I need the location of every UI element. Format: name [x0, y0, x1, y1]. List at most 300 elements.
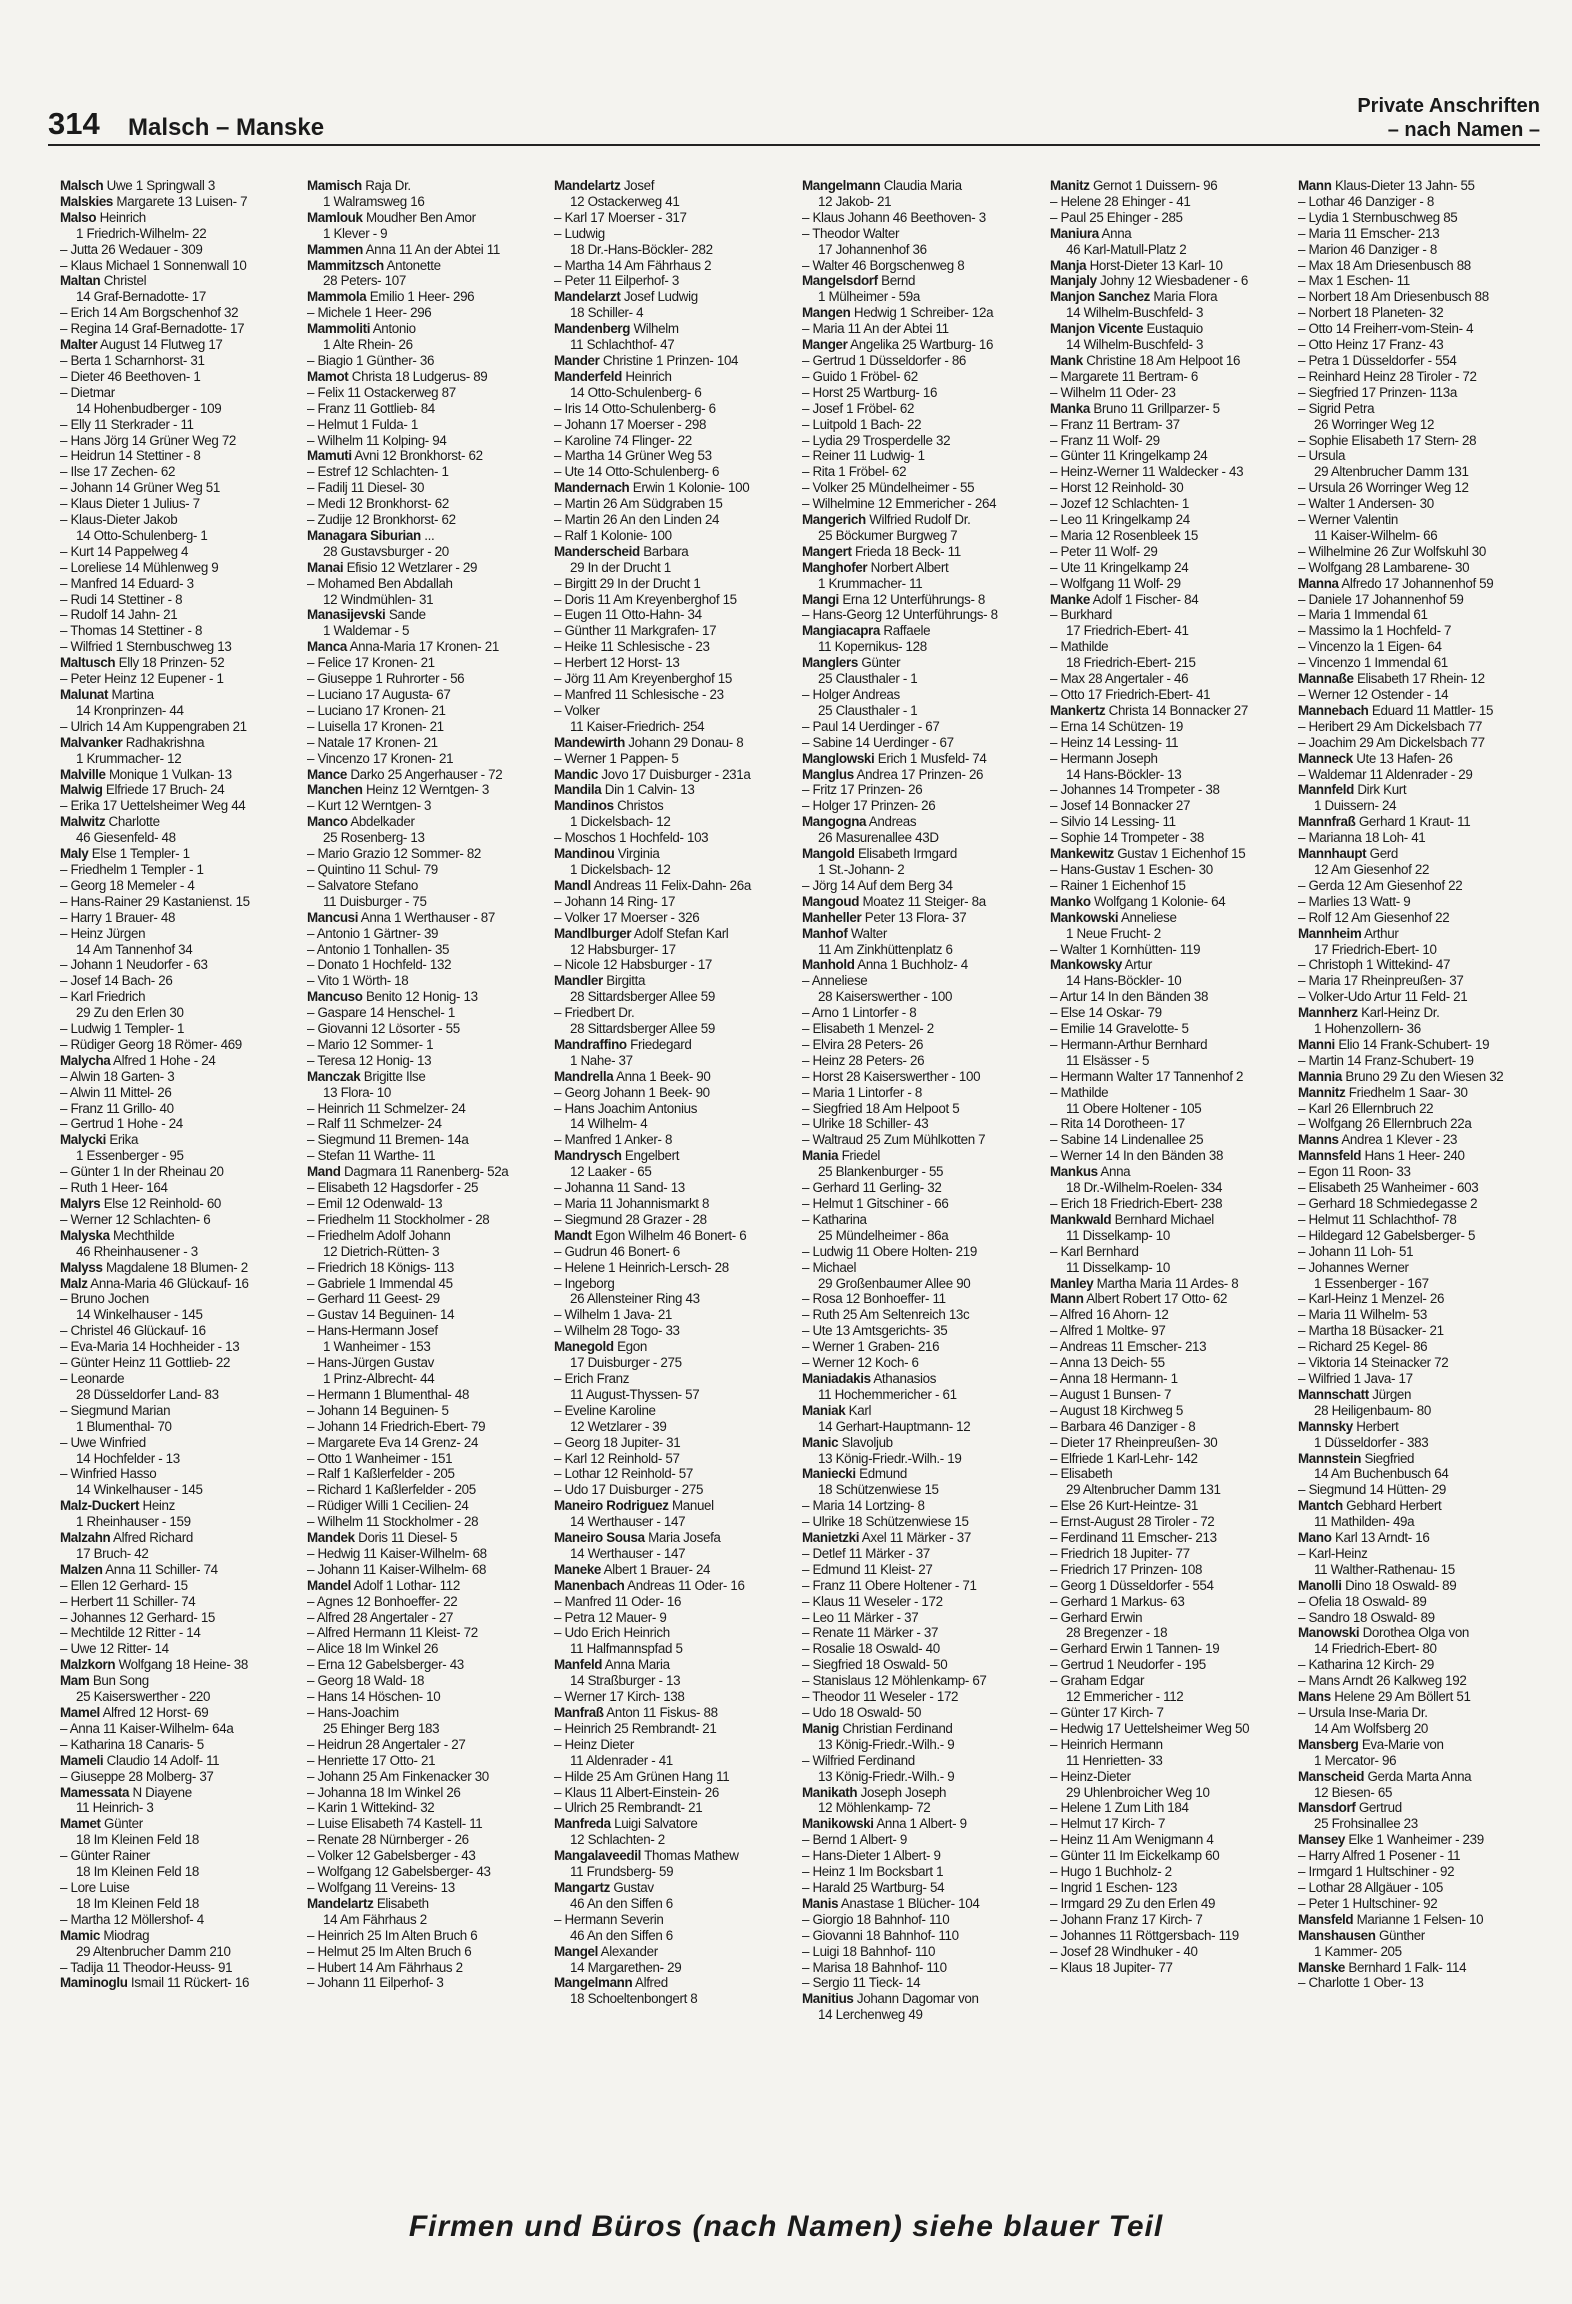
entry-surname: Manic — [802, 1434, 839, 1450]
directory-subentry: – Rolf 12 Am Giesenhof 22 — [1298, 909, 1450, 925]
directory-subentry: – Vincenzo la 1 Eigen- 64 — [1298, 639, 1442, 655]
directory-subentry: – Ulrich 25 Rembrandt- 21 — [554, 1800, 703, 1816]
entry-details: Moudher Ben Amor — [365, 209, 476, 225]
entry-surname: Manghofer — [802, 559, 868, 575]
directory-subentry: – Johann 25 Am Finkenacker 30 — [307, 1768, 489, 1784]
directory-subentry: – Holger Andreas — [802, 687, 900, 702]
directory-entry — [60, 194, 302, 210]
directory-subentry: – Maria 12 Rosenbleek 15 — [1050, 527, 1198, 543]
entry-address-line: 14 Werthauser - 147 — [570, 1545, 686, 1561]
directory-entry — [60, 273, 302, 289]
directory-subentry: – Maria 1 Immendal 61 — [1298, 607, 1428, 623]
directory-subentry: – Marianna 18 Loh- 41 — [1298, 830, 1426, 846]
directory-subentry: – Ferdinand 11 Emscher- 213 — [1050, 1530, 1217, 1546]
entry-address-line: 14 Hochfelder - 13 — [76, 1450, 180, 1466]
entry-surname: Malyrs — [60, 1196, 101, 1211]
directory-entry — [60, 1657, 302, 1673]
entry-address-line: 11 Duisburger - 75 — [323, 893, 427, 909]
directory-entry — [1050, 846, 1292, 862]
directory-entry — [1298, 1419, 1540, 1435]
entry-surname: Mammen — [307, 241, 363, 257]
entry-address-line: 29 Altenbrucher Damm 131 — [1314, 464, 1469, 480]
directory-subentry: – Lothar 28 Allgäuer - 105 — [1298, 1879, 1444, 1895]
directory-subentry: – Heinz Jürgen — [60, 925, 146, 941]
directory-entry — [554, 1148, 796, 1164]
entry-surname: Mandraffino — [554, 1036, 627, 1052]
entry-surname: Mamlouk — [307, 209, 363, 225]
entry-surname: Manke — [1050, 591, 1090, 607]
directory-subentry: – Johannes Werner — [1298, 1259, 1409, 1275]
entry-surname: Manitz — [1050, 178, 1090, 193]
directory-entry — [802, 1721, 1044, 1737]
directory-subentry: – Hans-Rainer 29 Kastanienst. 15 — [60, 893, 250, 909]
directory-subentry: – Uwe Winfried — [60, 1434, 146, 1450]
entry-address-line: 17 Duisburger - 275 — [570, 1355, 682, 1371]
entry-address-line: 29 Altenbrucher Damm 210 — [76, 1943, 231, 1959]
directory-subentry: – Burkhard — [1050, 607, 1113, 623]
directory-subentry: – Heinrich 25 Im Alten Bruch 6 — [307, 1927, 478, 1943]
directory-subentry: – Helene 1 Zum Lith 184 — [1050, 1800, 1189, 1816]
directory-entry — [802, 1896, 1044, 1912]
entry-surname: Manegold — [554, 1339, 614, 1355]
entry-surname: Mannherz — [1298, 1005, 1358, 1021]
directory-subentry: – Horst 12 Reinhold- 30 — [1050, 480, 1184, 496]
directory-subentry: – Elvira 28 Peters- 26 — [802, 1036, 924, 1052]
entry-surname: Manasijevski — [307, 607, 386, 623]
entry-details: Doris 11 Diesel- 5 — [358, 1530, 458, 1546]
entry-address-line: 17 Friedrich-Ebert- 10 — [1314, 941, 1437, 957]
directory-subentry: – Franz 11 Grillo- 40 — [60, 1100, 174, 1116]
entry-surname: Mandelarzt — [554, 289, 621, 305]
directory-entry — [1298, 1005, 1540, 1021]
directory-subentry: – Moschos 1 Hochfeld- 103 — [554, 830, 709, 846]
entry-address-line: 14 Gerhart-Hauptmann- 12 — [818, 1418, 971, 1434]
directory-subentry: – Hans-Joachim — [307, 1705, 399, 1720]
directory-subentry: – Werner 12 Schlachten- 6 — [60, 1211, 211, 1227]
entry-details: Alfred Richard — [113, 1530, 193, 1546]
entry-surname: Malvanker — [60, 734, 123, 750]
entry-address-line: 17 Bruch- 42 — [76, 1545, 149, 1561]
entry-address-line: 18 Friedrich-Ebert- 215 — [1066, 655, 1196, 671]
directory-subentry: – Rita 14 Dorotheen- 17 — [1050, 1116, 1185, 1132]
entry-address-line: 14 Wilhelm-Buschfeld- 3 — [1066, 305, 1204, 321]
entry-details: Dino 18 Oswald- 89 — [1345, 1577, 1457, 1593]
directory-subentry: – Manfred 11 Schlesische - 23 — [554, 687, 724, 702]
entry-details: Thomas Mathew — [644, 1848, 739, 1864]
directory-entry — [60, 814, 302, 830]
entry-details: Walter — [850, 925, 887, 941]
directory-entry — [60, 1975, 302, 1991]
entry-details: Alfredo 17 Johannenhof 59 — [1341, 575, 1494, 591]
directory-subentry: – Luise Elisabeth 74 Kastell- 11 — [307, 1816, 483, 1832]
directory-subentry: – Martin 26 An den Linden 24 — [554, 512, 720, 528]
directory-subentry: – Gerhard 18 Schmiedegasse 2 — [1298, 1196, 1478, 1211]
directory-entry — [554, 1975, 796, 1991]
entry-surname: Mamet — [60, 1816, 101, 1832]
directory-subentry: – Peter 1 Hultschiner- 92 — [1298, 1895, 1438, 1911]
directory-subentry: – Joachim 29 Am Dickelsbach 77 — [1298, 734, 1485, 750]
entry-surname: Manglowski — [802, 750, 875, 766]
entry-details: Gerda Marta Anna — [1367, 1768, 1472, 1784]
entry-surname: Maniecki — [802, 1466, 856, 1482]
entry-surname: Manis — [802, 1895, 839, 1911]
entry-surname: Mam — [60, 1673, 90, 1689]
entry-surname: Manhof — [802, 925, 848, 941]
directory-entry — [802, 767, 1044, 783]
entry-address-line: 1 Dickelsbach- 12 — [570, 861, 671, 877]
entry-surname: Maniura — [1050, 225, 1099, 241]
entry-details: Alfred 1 Hohe - 24 — [113, 1052, 216, 1068]
directory-subentry: – Katharina 12 Kirch- 29 — [1298, 1657, 1435, 1673]
entry-address-line: 13 König-Friedr.-Wilh.- 19 — [818, 1450, 962, 1466]
entry-surname: Malunat — [60, 687, 109, 702]
entry-address-line: 18 Dr.-Wilhelm-Roelen- 334 — [1066, 1180, 1223, 1196]
directory-subentry: – Johann 11 Eilperhof- 3 — [307, 1975, 444, 1991]
entry-address-line: 18 Im Kleinen Feld 18 — [76, 1864, 199, 1880]
directory-entry — [802, 337, 1044, 353]
entry-surname: Mannfeld — [1298, 782, 1354, 798]
entry-address-line: 11 Mathilden- 49a — [1314, 1514, 1415, 1530]
directory-entry — [60, 178, 302, 194]
directory-entry — [554, 1705, 796, 1721]
directory-subentry: – Anna 11 Kaiser-Wilhelm- 64a — [60, 1720, 234, 1736]
entry-address-line: 14 Otto-Schulenberg- 1 — [76, 527, 208, 543]
entry-details: Benito 12 Honig- 13 — [365, 989, 478, 1005]
directory-entry — [1298, 751, 1540, 767]
directory-entry — [554, 1069, 796, 1085]
directory-subentry: – Helene 28 Ehinger - 41 — [1050, 193, 1191, 209]
directory-subentry: – Günter 17 Kirch- 7 — [1050, 1705, 1164, 1720]
directory-subentry: – Heinz 28 Peters- 26 — [802, 1052, 925, 1068]
directory-subentry: – Ofelia 18 Oswald- 89 — [1298, 1593, 1427, 1609]
directory-subentry: – Helmut 1 Fulda- 1 — [307, 416, 418, 432]
entry-details: Helene 29 Am Böllert 51 — [1334, 1689, 1471, 1705]
entry-details: Anna 11 An der Abtei 11 — [365, 241, 500, 257]
entry-details: Andrea 1 Klever - 23 — [1341, 1132, 1458, 1148]
entry-details: Klaus-Dieter 13 Jahn- 55 — [1334, 178, 1475, 193]
entry-details: ... — [424, 527, 435, 543]
directory-subentry: – Rudi 14 Stettiner - 8 — [60, 591, 183, 607]
entry-details: Heinz — [142, 1498, 176, 1514]
entry-address-line: 13 König-Friedr.-Wilh.- 9 — [818, 1768, 955, 1784]
entry-details: Eva-Marie von — [1361, 1736, 1444, 1752]
directory-subentry: – Franz 11 Bertram- 37 — [1050, 416, 1180, 432]
entry-details: Elly 18 Prinzen- 52 — [118, 655, 225, 671]
directory-subentry: – Alwin 11 Mittel- 26 — [60, 1084, 172, 1100]
directory-subentry: – Johannes 14 Trompeter - 38 — [1050, 782, 1220, 798]
directory-subentry: – Richard 1 Kaßlerfelder - 205 — [307, 1482, 476, 1498]
directory-subentry: – Waldemar 11 Aldenrader - 29 — [1298, 766, 1473, 782]
directory-subentry: – Friedrich 18 Jupiter- 77 — [1050, 1545, 1190, 1561]
entry-details: Marianne 1 Felsen- 10 — [1356, 1911, 1484, 1927]
directory-subentry: – Uwe 12 Ritter- 14 — [60, 1641, 169, 1657]
directory-entry — [1050, 592, 1292, 608]
entry-surname: Mangi — [802, 591, 839, 607]
directory-subentry: – Holger 17 Prinzen- 26 — [802, 798, 936, 814]
entry-surname: Manitius — [802, 1991, 854, 2007]
entry-address-line: 1 Essenberger - 167 — [1314, 1275, 1429, 1291]
directory-subentry: – Ruth 1 Heer- 164 — [60, 1180, 168, 1196]
directory-subentry: – Ingeborg — [554, 1275, 615, 1291]
directory-entry — [1298, 703, 1540, 719]
entry-details: Anna-Maria 46 Glückauf- 16 — [90, 1275, 249, 1291]
entry-details: Josef Ludwig — [623, 289, 698, 305]
directory-subentry: – Theodor 11 Weseler - 172 — [802, 1689, 959, 1705]
directory-subentry: – Jutta 26 Wedauer - 309 — [60, 241, 203, 257]
entry-address-line: 46 An den Siffen 6 — [570, 1895, 673, 1911]
entry-surname: Mankwald — [1050, 1211, 1112, 1227]
entry-surname: Malyska — [60, 1227, 110, 1243]
directory-entry — [1298, 1960, 1540, 1976]
directory-subentry: – Wilhelm 11 Stockholmer - 28 — [307, 1514, 479, 1530]
directory-subentry: – Rainer 1 Eichenhof 15 — [1050, 877, 1186, 893]
directory-subentry: – Hilde 25 Am Grünen Hang 11 — [554, 1768, 730, 1784]
directory-subentry: – Karl 12 Reinhold- 57 — [554, 1450, 680, 1466]
entry-surname: Mankowsky — [1050, 957, 1123, 973]
directory-subentry: – Wilhelm 11 Kolping- 94 — [307, 432, 447, 448]
directory-entry — [802, 751, 1044, 767]
directory-subentry: – Maria 17 Rheinpreußen- 37 — [1298, 973, 1464, 989]
entry-surname: Mander — [554, 352, 600, 368]
entry-details: Albert 1 Brauer- 24 — [603, 1561, 711, 1577]
directory-subentry: – Barbara 46 Danziger - 8 — [1050, 1418, 1196, 1434]
page-number: 314 — [48, 106, 100, 141]
directory-subentry: – Jozef 12 Schlachten- 1 — [1050, 496, 1189, 512]
entry-details: Claudia Maria — [883, 178, 962, 193]
entry-address-line: 14 Am Fährhaus 2 — [323, 1911, 427, 1927]
directory-entry — [307, 607, 549, 623]
directory-subentry: – Johann 17 Moerser - 298 — [554, 416, 707, 432]
entry-address-line: 11 Frundsberg- 59 — [570, 1864, 674, 1880]
directory-subentry: – Giorgio 18 Bahnhof- 110 — [802, 1911, 950, 1927]
directory-column-1 — [60, 178, 302, 2143]
directory-entry — [1298, 782, 1540, 798]
directory-entry — [60, 735, 302, 751]
entry-address-line: 18 Schützenwiese 15 — [818, 1482, 939, 1498]
entry-details: Egon — [617, 1339, 647, 1355]
entry-address-line: 1 Rheinhauser - 159 — [76, 1514, 191, 1530]
directory-subentry: – Helene 1 Heinrich-Lersch- 28 — [554, 1259, 729, 1275]
directory-subentry: – Anna 18 Hermann- 1 — [1050, 1370, 1178, 1386]
entry-surname: Manglus — [802, 766, 854, 782]
directory-subentry: – Mohamed Ben Abdallah — [307, 575, 453, 591]
directory-subentry: – Agnes 12 Bonhoeffer- 22 — [307, 1593, 458, 1609]
directory-subentry: – Wilhelmine 12 Emmericher - 264 — [802, 496, 997, 512]
directory-subentry: – Waltraud 25 Zum Mühlkotten 7 — [802, 1132, 986, 1148]
directory-subentry: – Hedwig 11 Kaiser-Wilhelm- 68 — [307, 1545, 487, 1561]
directory-subentry: – Max 1 Eschen- 11 — [1298, 273, 1410, 289]
directory-subentry: – Wilhelm 11 Oder- 23 — [1050, 384, 1176, 400]
directory-entry — [802, 1435, 1044, 1451]
entry-details: Ismail 11 Rückert- 16 — [130, 1975, 250, 1991]
directory-subentry: – Luciano 17 Kronen- 21 — [307, 702, 446, 718]
entry-details: Adolf 1 Lothar- 112 — [353, 1577, 460, 1593]
directory-subentry: – Siegmund Marian — [60, 1402, 171, 1418]
entry-address-line: 17 Johannenhof 36 — [818, 241, 927, 257]
entry-surname: Mangel — [554, 1943, 599, 1959]
directory-subentry: – Alice 18 Im Winkel 26 — [307, 1641, 439, 1657]
directory-subentry: – Karl 26 Ellernbruch 22 — [1298, 1100, 1434, 1116]
entry-surname: Mandek — [307, 1530, 355, 1546]
directory-subentry: – Margarete 11 Bertram- 6 — [1050, 368, 1199, 384]
directory-entry — [802, 560, 1044, 576]
entry-address-line: 12 Jakob- 21 — [818, 193, 892, 209]
entry-details: Bun Song — [92, 1673, 149, 1689]
directory-entry — [1298, 1625, 1540, 1641]
entry-address-line: 1 Nahe- 37 — [570, 1052, 633, 1068]
directory-entry — [1050, 1164, 1292, 1180]
directory-subentry: – Klaus 11 Albert-Einstein- 26 — [554, 1784, 719, 1800]
entry-surname: Manig — [802, 1720, 839, 1736]
directory-subentry: – Gerhard 11 Geest- 29 — [307, 1291, 440, 1307]
entry-address-line: 1 Krummacher- 12 — [76, 750, 182, 766]
directory-subentry: – Klaus Johann 46 Beethoven- 3 — [802, 209, 986, 225]
directory-subentry: – Walter 1 Kornhütten- 119 — [1050, 941, 1201, 957]
entry-surname: Maneiro Sousa — [554, 1530, 645, 1546]
footer-note: Firmen und Büros (nach Namen) siehe blauer Teil — [408, 2210, 1164, 2243]
directory-subentry: – Gertrud 1 Düsseldorfer - 86 — [802, 352, 967, 368]
entry-address-line: 11 Aldenrader - 41 — [570, 1752, 673, 1768]
directory-subentry: – Martha 14 Am Fährhaus 2 — [554, 257, 712, 273]
entry-address-line: 13 König-Friedr.-Wilh.- 9 — [818, 1736, 955, 1752]
directory-subentry: – Sabine 14 Lindenallee 25 — [1050, 1132, 1204, 1148]
directory-subentry: – Andreas 11 Emscher- 213 — [1050, 1339, 1207, 1355]
entry-address-line: 14 Werthauser - 147 — [570, 1514, 686, 1530]
directory-subentry: – Hans Joachim Antonius — [554, 1100, 698, 1116]
directory-subentry: – Vito 1 Wörth- 18 — [307, 973, 409, 989]
entry-surname: Mannitz — [1298, 1084, 1346, 1100]
directory-entry — [802, 957, 1044, 973]
directory-subentry: – Karin 1 Wittekind- 32 — [307, 1800, 435, 1816]
directory-subentry: – Wilhelm 28 Togo- 33 — [554, 1323, 680, 1339]
entry-details: Heinrich — [99, 209, 146, 225]
directory-subentry: – Johann 1 Neudorfer - 63 — [60, 957, 208, 973]
entry-address-line: 1 Düsseldorfer - 383 — [1314, 1434, 1429, 1450]
entry-address-line: 46 Rheinhausener - 3 — [76, 1243, 198, 1259]
entry-address-line: 1 Dickelsbach- 12 — [570, 814, 671, 830]
directory-entry — [60, 782, 302, 798]
directory-subentry: – Max 18 Am Driesenbusch 88 — [1298, 257, 1471, 273]
directory-subentry: – Jörg 14 Auf dem Berg 34 — [802, 877, 953, 893]
directory-subentry: – Martin 26 Am Südgraben 15 — [554, 496, 723, 512]
entry-details: Moatez 11 Steiger- 8a — [862, 893, 986, 909]
directory-entry — [802, 273, 1044, 289]
entry-details: Margarete 13 Luisen- 7 — [116, 193, 248, 209]
entry-surname: Manderfeld — [554, 368, 622, 384]
directory-subentry: – Marisa 18 Bahnhof- 110 — [802, 1959, 947, 1975]
directory-subentry: – Helmut 1 Gitschiner - 66 — [802, 1196, 949, 1211]
entry-address-line: 28 Heiligenbaum- 80 — [1314, 1402, 1431, 1418]
entry-surname: Manns — [1298, 1132, 1339, 1148]
directory-subentry: – Heike 11 Schlesische - 23 — [554, 639, 710, 655]
directory-subentry: – Franz 11 Obere Holtener - 71 — [802, 1577, 977, 1593]
entry-surname: Mandinos — [554, 798, 614, 814]
entry-details: Anton 11 Fiskus- 88 — [606, 1705, 718, 1720]
directory-subentry: – Ralf 1 Kaßlerfelder - 205 — [307, 1466, 455, 1482]
entry-details: Erna 12 Unterführungs- 8 — [842, 591, 986, 607]
directory-entry — [554, 1944, 796, 1960]
directory-subentry: – August 18 Kirchweg 5 — [1050, 1402, 1183, 1418]
entry-details: Anna 11 Schiller- 74 — [105, 1561, 218, 1577]
directory-subentry: – Else 26 Kurt-Heintze- 31 — [1050, 1498, 1198, 1514]
directory-subentry: – Ute 13 Amtsgerichts- 35 — [802, 1323, 948, 1339]
directory-entry — [1050, 258, 1292, 274]
directory-subentry: – Herbert 11 Schiller- 74 — [60, 1593, 196, 1609]
entry-surname: Malwig — [60, 782, 103, 798]
directory-subentry: – Bruno Jochen — [60, 1291, 149, 1307]
section-heading — [1357, 94, 1540, 142]
directory-subentry: – Luitpold 1 Bach- 22 — [802, 416, 922, 432]
entry-details: Egon Wilhelm 46 Bonert- 6 — [595, 1227, 747, 1243]
directory-entry — [1298, 576, 1540, 592]
entry-details: Darko 25 Angerhauser - 72 — [350, 766, 503, 782]
directory-subentry: – Ralf 11 Schmelzer- 24 — [307, 1116, 442, 1132]
entry-details: Brigitte Ilse — [363, 1068, 426, 1084]
entry-surname: Mannschatt — [1298, 1386, 1369, 1402]
directory-subentry: – Gerhard Erwin 1 Tannen- 19 — [1050, 1641, 1220, 1657]
directory-subentry: – Josef 14 Bach- 26 — [60, 973, 173, 989]
directory-subentry: – Loreliese 14 Mühlenweg 9 — [60, 559, 219, 575]
directory-subentry: – Stanislaus 12 Möhlenkamp- 67 — [802, 1673, 987, 1689]
directory-entry — [554, 926, 796, 942]
directory-subentry: – Karl Friedrich — [60, 989, 146, 1005]
entry-address-line: 1 St.-Johann- 2 — [818, 861, 905, 877]
entry-surname: Mangen — [802, 305, 851, 321]
entry-address-line: 14 Am Tannenhof 34 — [76, 941, 193, 957]
entry-details: Günter — [861, 655, 901, 671]
entry-surname: Mandenberg — [554, 321, 631, 337]
directory-subentry: – Wolfgang 11 Vereins- 13 — [307, 1879, 455, 1895]
entry-address-line: 14 Hans-Böckler- 10 — [1066, 973, 1182, 989]
entry-details: Adolf 1 Fischer- 84 — [1092, 591, 1199, 607]
entry-details: Maria Flora — [1153, 289, 1218, 305]
entry-address-line: 28 Gustavsburger - 20 — [323, 543, 449, 559]
directory-subentry: – Michele 1 Heer- 296 — [307, 305, 432, 321]
directory-subentry: – Gaspare 14 Henschel- 1 — [307, 1005, 455, 1021]
entry-details: Elisabeth Irmgard — [857, 846, 957, 862]
directory-subentry: – Martin 14 Franz-Schubert- 19 — [1298, 1052, 1474, 1068]
entry-details: Karl 13 Arndt- 16 — [1334, 1530, 1430, 1546]
directory-entry — [1298, 1037, 1540, 1053]
entry-address-line: 29 Zu den Erlen 30 — [76, 1005, 184, 1021]
directory-subentry: – Georg Johann 1 Beek- 90 — [554, 1084, 710, 1100]
directory-subentry: – Antonio 1 Tonhallen- 35 — [307, 941, 450, 957]
entry-address-line: 14 Hohenbudberger - 109 — [76, 400, 222, 416]
entry-surname: Manca — [307, 639, 347, 655]
directory-subentry: – Lydia 1 Sternbuschweg 85 — [1298, 209, 1458, 225]
directory-subentry: – Lore Luise — [60, 1879, 130, 1895]
directory-entry — [307, 258, 549, 274]
directory-subentry: – August 1 Bunsen- 7 — [1050, 1386, 1172, 1402]
entry-surname: Mangold — [802, 846, 855, 862]
directory-subentry: – Gertrud 1 Hohe - 24 — [60, 1116, 183, 1132]
directory-subentry: – Johann 14 Ring- 17 — [554, 893, 676, 909]
directory-entry — [554, 289, 796, 305]
entry-details: Else 1 Templer- 1 — [91, 846, 190, 862]
directory-subentry: – Massimo la 1 Hochfeld- 7 — [1298, 623, 1452, 639]
entry-details: Anna 1 Beek- 90 — [616, 1068, 711, 1084]
directory-subentry: – Helmut 17 Kirch- 7 — [1050, 1816, 1166, 1832]
directory-subentry: – Berta 1 Scharnhorst- 31 — [60, 352, 205, 368]
directory-subentry: – Ludwig 11 Obere Holten- 219 — [802, 1243, 977, 1259]
entry-details: Andreas 11 Felix-Dahn- 26a — [593, 877, 751, 893]
entry-details: Maria Josefa — [648, 1530, 721, 1546]
directory-entry — [307, 1578, 549, 1594]
directory-entry — [60, 1928, 302, 1944]
entry-address-line: 14 Am Buchenbusch 64 — [1314, 1466, 1449, 1482]
directory-subentry: – Johann 14 Grüner Weg 51 — [60, 480, 220, 496]
directory-entry — [554, 1562, 796, 1578]
